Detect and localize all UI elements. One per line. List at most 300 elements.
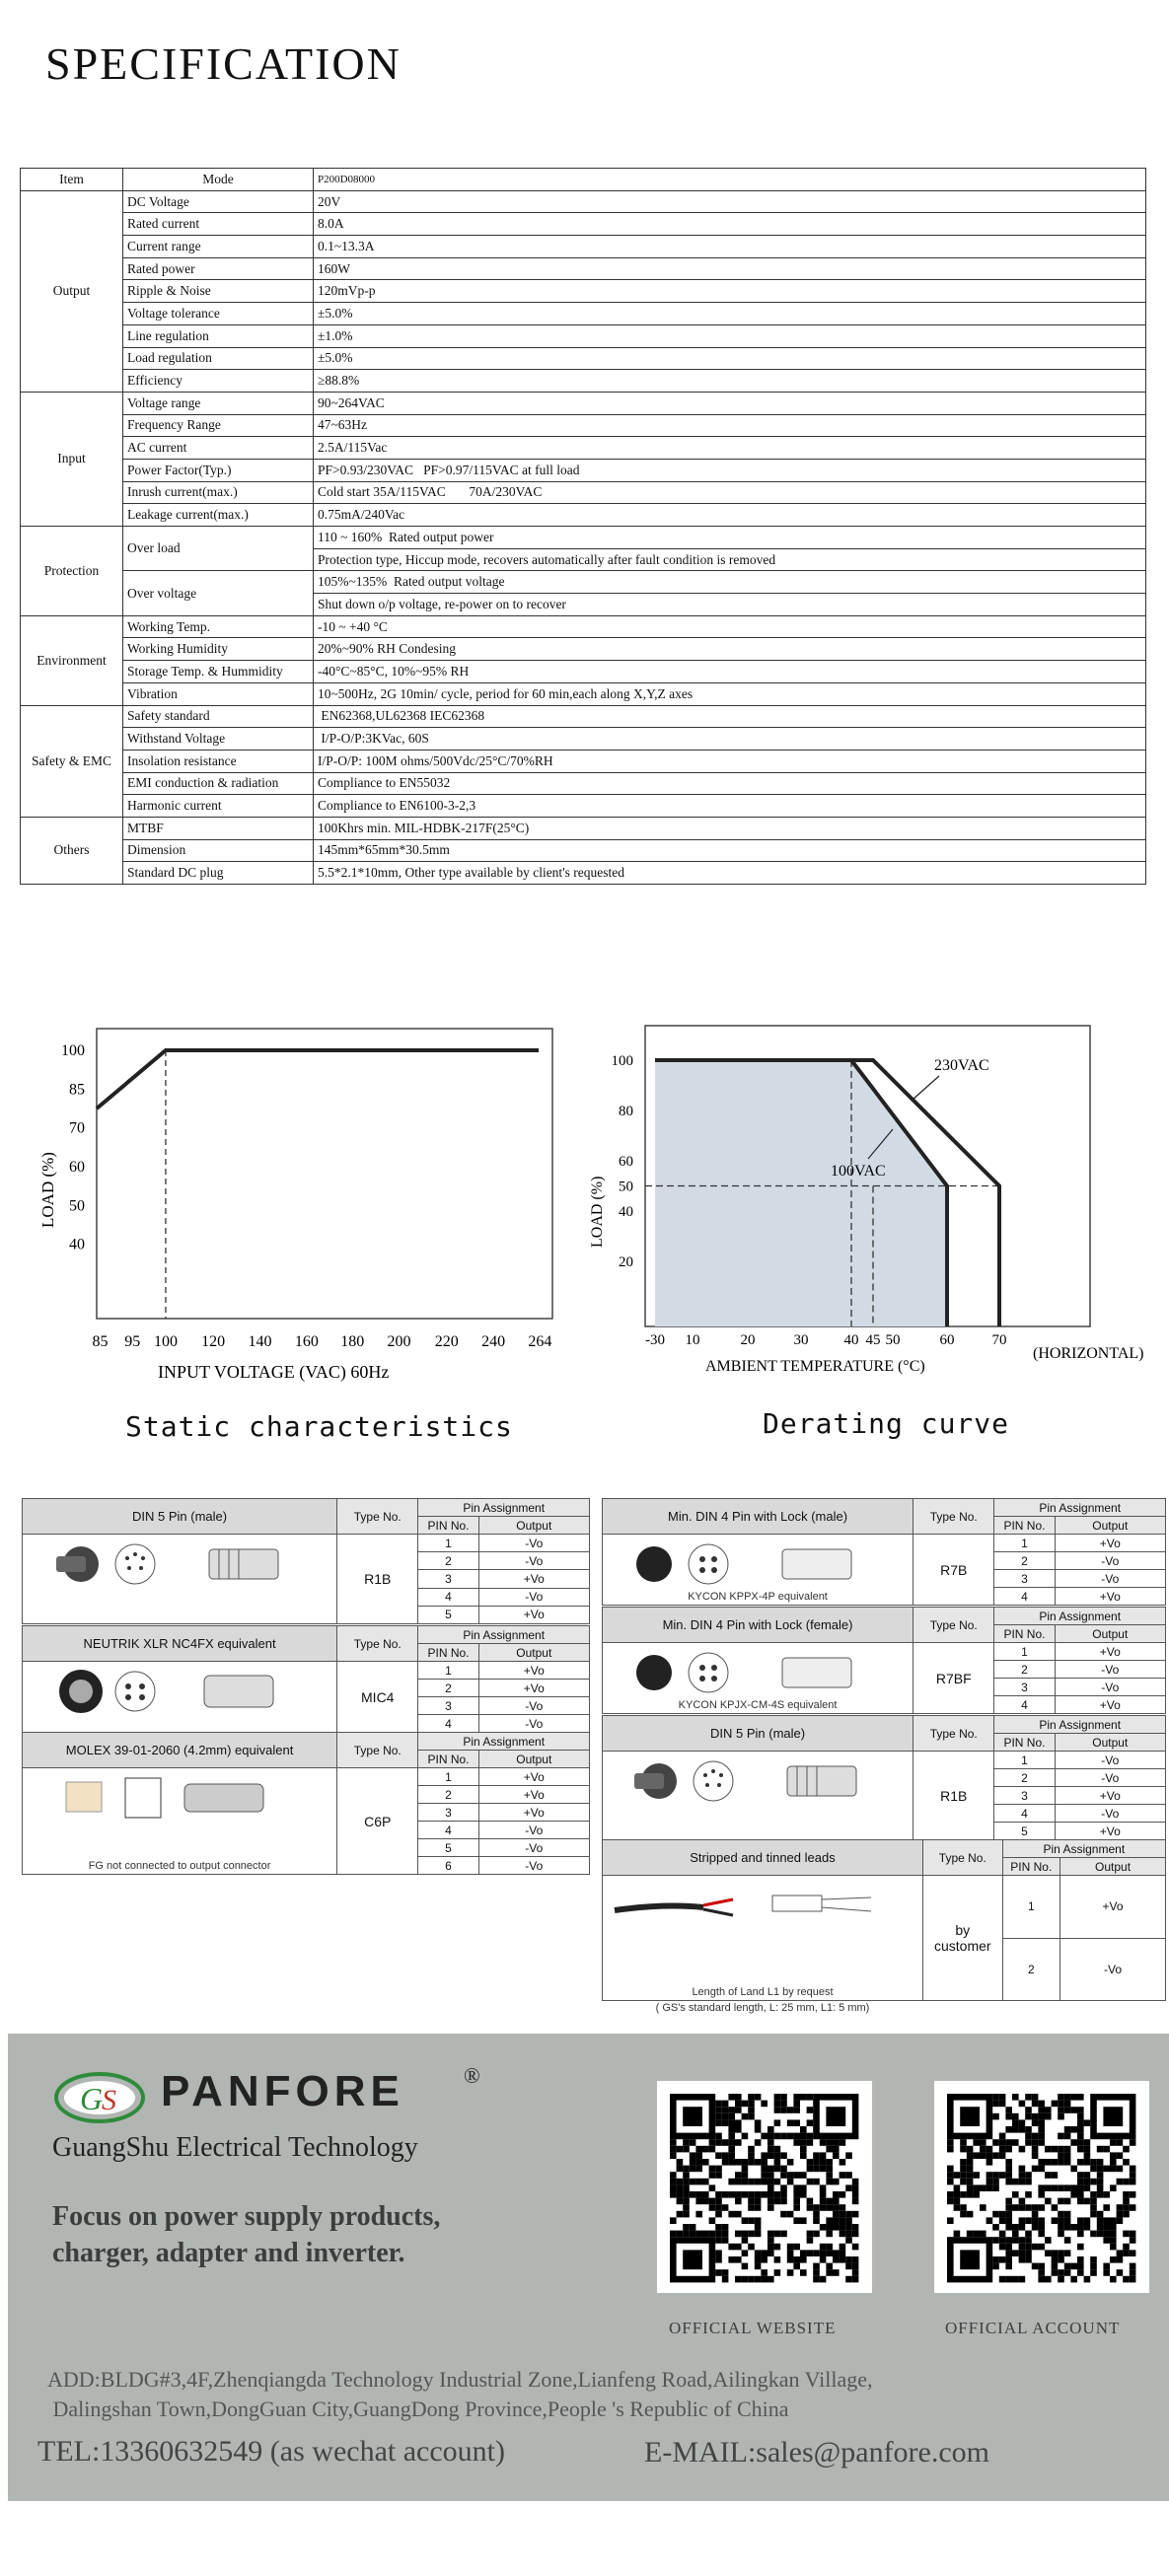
pin-assignment-header: Pin Assignment [994,1499,1166,1517]
spec-row [21,324,1146,347]
y-tick-label: 60 [69,1159,85,1176]
pin-output: +Vo [1055,1787,1165,1805]
pin-no-header: PIN No. [994,1625,1055,1643]
spec-row [21,392,1146,414]
connector-picture [25,1768,334,1874]
spec-row [21,750,1146,772]
spec-group-name: Others [21,817,123,884]
pin-number: 2 [418,1786,478,1804]
connector-illustration-icon [37,1662,323,1721]
svg-text:S: S [102,2084,116,2116]
x-tick-label: 180 [340,1333,365,1350]
spec-label: Frequency Range [123,414,314,437]
spec-row [21,571,1146,594]
output-header: Output [478,1517,589,1535]
spec-value: 110 ~ 160% Rated output power [314,527,1146,549]
pin-number: 4 [994,1805,1055,1823]
connector-picture [25,1662,334,1732]
spec-row [21,504,1146,527]
x-tick-label: 120 [201,1333,226,1350]
connector-title: Min. DIN 4 Pin with Lock (male) [603,1499,913,1535]
pin-number: 1 [994,1535,1055,1552]
spec-header-model: P200D08000 [314,169,1146,191]
spec-row [21,190,1146,213]
pin-row [23,1768,590,1786]
connector-title: MOLEX 39-01-2060 (4.2mm) equivalent [23,1733,337,1768]
pin-number: 2 [418,1680,478,1697]
email: E-MAIL:sales@panfore.com [644,2436,990,2469]
qr-code-icon [934,2081,1149,2293]
spec-value: 8.0A [314,213,1146,236]
spec-group-name: Input [21,392,123,526]
spec-label: Current range [123,236,314,258]
spec-value: 0.1~13.3A [314,236,1146,258]
pin-row [23,1662,590,1680]
pin-output: -Vo [478,1857,589,1875]
pin-output: +Vo [478,1606,589,1623]
connector-type-value: MIC4 [337,1662,418,1733]
spec-label: Leakage current(max.) [123,504,314,527]
spec-label: Working Temp. [123,615,314,638]
connector-note: FG not connected to output connector [88,1860,271,1872]
x-tick-label: 20 [740,1332,756,1348]
spec-value: ±5.0% [314,303,1146,325]
connector-title: DIN 5 Pin (male) [23,1499,337,1535]
x-tick-label: 50 [885,1332,901,1348]
connector-illustration-icon [615,1752,901,1811]
pin-number: 2 [994,1661,1055,1679]
pin-output: -Vo [1055,1552,1165,1570]
spec-value: Protection type, Hiccup mode, recovers automatically after fault condition is removed [314,548,1146,571]
connector-picture-cell [603,1643,913,1714]
pin-output: -Vo [478,1552,589,1570]
pin-output: -Vo [1055,1752,1165,1769]
connector-table [22,1625,590,1733]
spec-value: 10~500Hz, 2G 10min/ cycle, period for 60 min,each along X,Y,Z axes [314,682,1146,705]
connector-table [602,1498,1166,1606]
connector-table [602,1607,1166,1714]
pin-number: 5 [418,1839,478,1857]
pin-output: +Vo [478,1786,589,1804]
spec-group-name: Safety & EMC [21,705,123,817]
pin-number: 5 [418,1606,478,1623]
spec-label: Efficiency [123,370,314,393]
spec-value: Compliance to EN6100-3-2,3 [314,795,1146,818]
type-no-header: Type No. [913,1608,994,1643]
connector-table [602,1839,1166,2014]
pin-row [603,1535,1166,1552]
pin-number: 3 [418,1804,478,1822]
spec-row [21,862,1146,885]
connector-note: KYCON KPPX-4P equivalent [688,1591,828,1603]
spec-label: EMI conduction & radiation [123,772,314,795]
connector-type-value: R1B [337,1535,418,1624]
spec-row [21,257,1146,280]
x-tick-label: 160 [294,1333,319,1350]
type-no-header: Type No. [913,1716,994,1752]
connector-type-value: C6P [337,1768,418,1875]
y-tick-label: 70 [69,1119,85,1137]
spec-label: DC Voltage [123,190,314,213]
connector-table [22,1498,590,1624]
connector-picture [25,1535,334,1623]
pin-output: -Vo [478,1839,589,1857]
spec-label: Load regulation [123,347,314,370]
registered-mark: ® [464,2063,480,2088]
pin-output: +Vo [478,1570,589,1588]
spec-row [21,682,1146,705]
x-tick-label: 240 [481,1333,506,1350]
x-tick-label: 200 [387,1333,411,1350]
y-tick-label: 100 [611,1053,633,1069]
connector-picture-cell [603,1876,923,2014]
pin-no-header: PIN No. [994,1734,1055,1752]
spec-label: Rated current [123,213,314,236]
connector-note: Length of Land L1 by request [692,1986,834,1998]
pin-assignment-header: Pin Assignment [994,1716,1166,1734]
output-header: Output [1060,1858,1166,1876]
connector-note-2: ( GS's standard length, L: 25 mm, L1: 5 mm) [655,2002,870,2014]
pin-number: 1 [994,1752,1055,1769]
connector-type-value: by customer [923,1876,1003,2001]
spec-label: Line regulation [123,324,314,347]
pin-number: 3 [994,1679,1055,1696]
pin-number: 2 [1002,1938,1059,2001]
focus-line-1: Focus on power supply products, [52,2201,441,2232]
x-axis-label: INPUT VOLTAGE (VAC) 60Hz [158,1362,390,1382]
pin-number: 6 [418,1857,478,1875]
spec-label: Voltage range [123,392,314,414]
spec-label: Harmonic current [123,795,314,818]
y-tick-label: 60 [619,1154,633,1170]
x-tick-label: 140 [248,1333,272,1350]
spec-row [21,437,1146,460]
pin-assignment-header: Pin Assignment [994,1608,1166,1625]
y-tick-label: 100 [61,1042,85,1059]
spec-value: 145mm*65mm*30.5mm [314,839,1146,862]
y-tick-label: 85 [69,1081,85,1099]
focus-line-2: charger, adapter and inverter. [52,2238,405,2268]
y-axis-label: LOAD (%) [589,1176,606,1248]
connector-note: KYCON KPJX-CM-4S equivalent [678,1699,838,1711]
spec-value: 5.5*2.1*10mm, Other type available by client's requested [314,862,1146,885]
spec-row [21,236,1146,258]
connector-picture [605,1752,911,1839]
spec-row [21,459,1146,481]
connector-table [22,1732,590,1875]
spec-row [21,661,1146,683]
pin-number: 3 [994,1787,1055,1805]
company-name: GuangShu Electrical Technology [52,2132,418,2163]
qr-code-icon [657,2081,872,2293]
output-header: Output [478,1644,589,1662]
pin-no-header: PIN No. [418,1751,478,1768]
spec-group-name: Output [21,190,123,392]
spec-label: Standard DC plug [123,862,314,885]
pin-output: +Vo [478,1680,589,1697]
qr-account-label: OFFICIAL ACCOUNT [945,2319,1121,2337]
annotation-100vac: 100VAC [831,1163,886,1180]
spec-value: 105%~135% Rated output voltage [314,571,1146,594]
spec-row [21,839,1146,862]
output-header: Output [1055,1734,1165,1752]
pin-output: -Vo [1055,1570,1165,1588]
pin-output: -Vo [1055,1679,1165,1696]
spec-value: 20%~90% RH Condesing [314,638,1146,661]
annotation-230vac: 230VAC [934,1057,989,1074]
derating-chart-caption: Derating curve [763,1407,1010,1440]
connector-illustration-icon [615,1643,901,1702]
connector-title: Stripped and tinned leads [603,1840,923,1876]
spec-value: Shut down o/p voltage, re-power on to recover [314,594,1146,616]
svg-text:G: G [80,2081,104,2116]
pin-number: 3 [418,1697,478,1715]
pin-output: -Vo [478,1822,589,1839]
website-qr-code[interactable] [657,2081,872,2293]
connector-table [602,1715,1166,1840]
pin-number: 4 [994,1696,1055,1714]
type-no-header: Type No. [337,1733,418,1768]
spec-label: Voltage tolerance [123,303,314,325]
pin-output: -Vo [1060,1938,1166,2001]
spec-label: AC current [123,437,314,460]
pin-output: +Vo [1055,1588,1165,1606]
spec-value: PF>0.93/230VAC PF>0.97/115VAC at full load [314,459,1146,481]
spec-value: I/P-O/P:3KVac, 60S [314,728,1146,751]
connector-illustration-icon [37,1535,323,1594]
connector-type-value: R1B [913,1752,994,1840]
spec-label: Ripple & Noise [123,280,314,303]
spec-row [21,728,1146,751]
pin-output: +Vo [478,1804,589,1822]
connector-illustration-icon [615,1535,901,1594]
spec-group-name: Environment [21,615,123,705]
static-chart [30,1011,582,1395]
footer [8,2034,1169,2501]
pin-output: +Vo [1055,1643,1165,1661]
spec-label: Dimension [123,839,314,862]
spec-value: 2.5A/115Vac [314,437,1146,460]
pin-number: 4 [994,1588,1055,1606]
x-tick-label: 30 [793,1332,809,1348]
pin-number: 1 [418,1662,478,1680]
x-tick-label: 100 [153,1333,178,1350]
type-no-header: Type No. [923,1840,1003,1876]
spec-label: Over voltage [123,571,314,615]
spec-value: 120mVp-p [314,280,1146,303]
pin-output: -Vo [478,1588,589,1606]
pin-output: -Vo [1055,1769,1165,1787]
spec-label: Power Factor(Typ.) [123,459,314,481]
pin-number: 4 [418,1715,478,1733]
spec-label: Rated power [123,257,314,280]
spec-row [21,280,1146,303]
spec-value: Cold start 35A/115VAC 70A/230VAC [314,481,1146,504]
connector-picture-cell [603,1752,913,1840]
type-no-header: Type No. [913,1499,994,1535]
output-header: Output [1055,1625,1165,1643]
spec-label: Over load [123,527,314,571]
pin-output: -Vo [1055,1805,1165,1823]
spec-label: MTBF [123,817,314,839]
x-tick-label: -30 [645,1332,665,1348]
pin-assignment-header: Pin Assignment [1002,1840,1165,1858]
y-axis-label: LOAD (%) [38,1152,57,1228]
spec-value: -10 ~ +40 °C [314,615,1146,638]
pin-output: +Vo [1055,1696,1165,1714]
derating-chart [572,1011,1169,1395]
spec-value: 47~63Hz [314,414,1146,437]
spec-value: ±5.0% [314,347,1146,370]
spec-row [21,615,1146,638]
x-tick-label: 40 [843,1332,859,1348]
pin-no-header: PIN No. [994,1517,1055,1535]
spec-value: I/P-O/P: 100M ohms/500Vdc/25°C/70%RH [314,750,1146,772]
x-tick-label: 45 [865,1332,881,1348]
pin-output: +Vo [1055,1535,1165,1552]
x-tick-label: 85 [92,1333,109,1350]
y-tick-label: 50 [69,1197,85,1215]
spec-row [21,303,1146,325]
spec-label: Working Humidity [123,638,314,661]
pin-number: 1 [418,1535,478,1552]
connector-illustration-icon [37,1768,323,1827]
connector-illustration-icon [605,1876,920,1935]
spec-value: 20V [314,190,1146,213]
output-header: Output [478,1751,589,1768]
spec-row [21,481,1146,504]
brand-name: PANFORE [161,2067,404,2115]
x-tick-label: 70 [991,1332,1007,1348]
connector-picture-cell [23,1662,337,1733]
spec-header-item: Item [21,169,123,191]
y-tick-label: 20 [619,1254,633,1270]
pin-output: -Vo [478,1535,589,1552]
pin-row [23,1535,590,1552]
pin-number: 5 [994,1823,1055,1840]
pin-number: 4 [418,1588,478,1606]
connector-title: DIN 5 Pin (male) [603,1716,913,1752]
connector-picture-cell [23,1768,337,1875]
gs-logo-icon [52,2068,151,2127]
spec-row [21,213,1146,236]
spec-row [21,347,1146,370]
spec-row [21,370,1146,393]
pin-number: 2 [418,1552,478,1570]
spec-value: 100Khrs min. MIL-HDBK-217F(25°C) [314,817,1146,839]
pin-output: +Vo [1055,1823,1165,1840]
x-tick-label: 10 [685,1332,700,1348]
spec-value: ≥88.8% [314,370,1146,393]
spec-row [21,705,1146,728]
x-tick-label: 95 [124,1333,141,1350]
pin-number: 3 [418,1570,478,1588]
x-tick-label: 264 [528,1333,552,1350]
pin-no-header: PIN No. [418,1644,478,1662]
pin-output: +Vo [1060,1876,1166,1939]
spec-header-mode: Mode [123,169,314,191]
spec-value: -40°C~85°C, 10%~95% RH [314,661,1146,683]
pin-assignment-header: Pin Assignment [418,1733,590,1751]
spec-label: Insolation resistance [123,750,314,772]
pin-number: 2 [994,1769,1055,1787]
pin-number: 4 [418,1822,478,1839]
pin-row [603,1876,1166,1939]
pin-assignment-header: Pin Assignment [418,1626,590,1644]
spec-row [21,414,1146,437]
y-tick-label: 80 [619,1104,633,1119]
x-tick-label: 60 [939,1332,955,1348]
x-axis-label: AMBIENT TEMPERATURE (°C) [705,1358,925,1375]
pin-no-header: PIN No. [418,1517,478,1535]
spec-label: Withstand Voltage [123,728,314,751]
type-no-header: Type No. [337,1626,418,1662]
spec-group-name: Protection [21,527,123,616]
connector-type-value: R7B [913,1535,994,1606]
pin-assignment-header: Pin Assignment [418,1499,590,1517]
spec-label: Storage Temp. & Hummidity [123,661,314,683]
pin-output: -Vo [478,1697,589,1715]
pin-row [603,1643,1166,1661]
y-tick-label: 40 [69,1236,85,1253]
connector-picture [605,1876,920,2000]
pin-no-header: PIN No. [1002,1858,1059,1876]
spec-row [21,527,1146,549]
pin-number: 1 [418,1768,478,1786]
spec-value: 160W [314,257,1146,280]
pin-number: 1 [994,1643,1055,1661]
spec-value: Compliance to EN55032 [314,772,1146,795]
account-qr-code[interactable] [934,2081,1149,2293]
output-header: Output [1055,1517,1165,1535]
spec-table [20,168,1146,885]
y-tick-label: 50 [619,1179,633,1195]
type-no-header: Type No. [337,1499,418,1535]
spec-header-row [21,169,1146,191]
spec-label: Inrush current(max.) [123,481,314,504]
spec-value: ±1.0% [314,324,1146,347]
x-axis-note: (HORIZONTAL) [1033,1345,1144,1362]
spec-value: EN62368,UL62368 IEC62368 [314,705,1146,728]
spec-label: Safety standard [123,705,314,728]
pin-output: +Vo [478,1662,589,1680]
connector-picture-cell [23,1535,337,1624]
page-title: SPECIFICATION [45,38,402,89]
spec-row [21,817,1146,839]
connector-picture-cell [603,1535,913,1606]
static-chart-caption: Static characteristics [125,1410,513,1443]
spec-label: Vibration [123,682,314,705]
address-line-1: ADD:BLDG#3,4F,Zhenqiangda Technology Industrial Zone,Lianfeng Road,Ailingkan Village, [47,2367,873,2392]
spec-row [21,795,1146,818]
pin-number: 3 [994,1570,1055,1588]
pin-row [603,1752,1166,1769]
connector-title: NEUTRIK XLR NC4FX equivalent [23,1626,337,1662]
spec-value: 90~264VAC [314,392,1146,414]
pin-output: -Vo [478,1715,589,1733]
pin-output: +Vo [478,1768,589,1786]
connector-title: Min. DIN 4 Pin with Lock (female) [603,1608,913,1643]
pin-number: 1 [1002,1876,1059,1939]
pin-output: -Vo [1055,1661,1165,1679]
x-tick-label: 220 [434,1333,459,1350]
address-line-2: Dalingshan Town,DongGuan City,GuangDong Province,People 's Republic of China [47,2397,789,2421]
y-tick-label: 40 [619,1204,633,1220]
spec-row [21,638,1146,661]
pin-number: 2 [994,1552,1055,1570]
spec-row [21,772,1146,795]
connector-type-value: R7BF [913,1643,994,1714]
